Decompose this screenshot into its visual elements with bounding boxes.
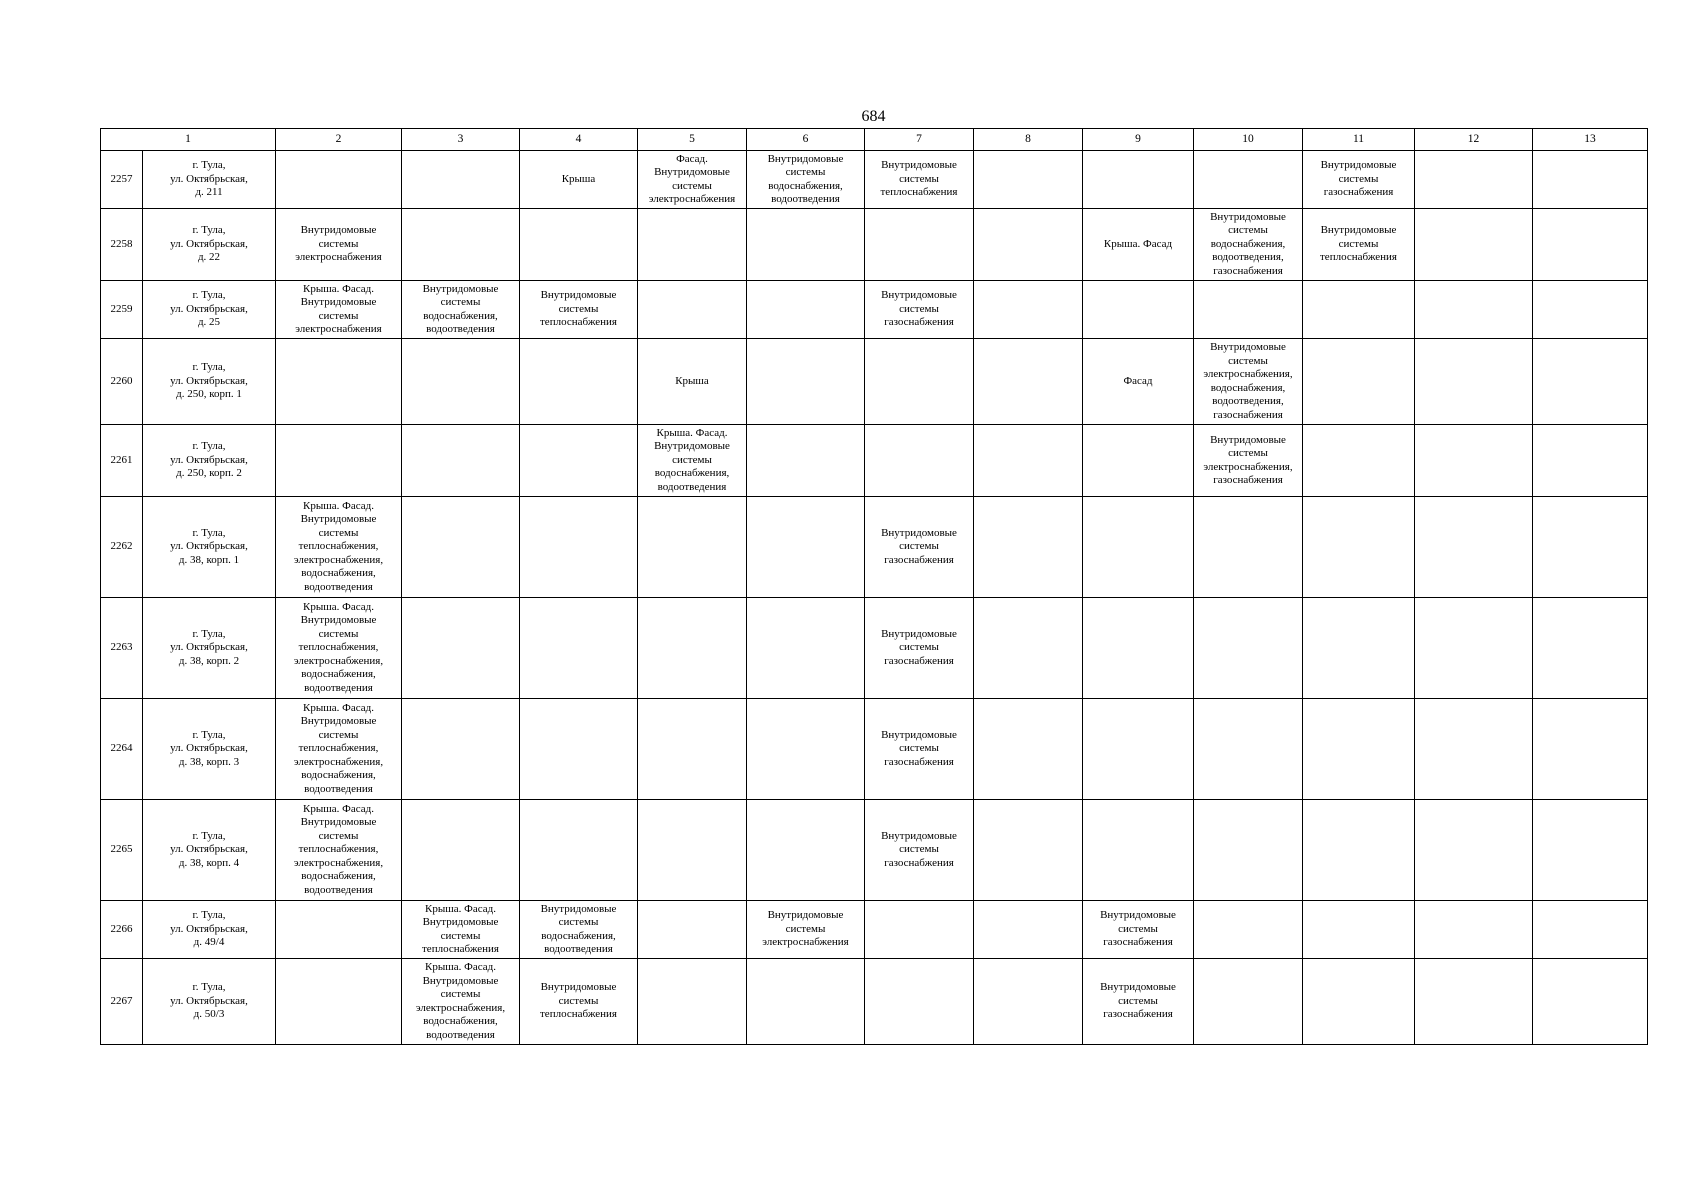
work-cell-col-12: [1415, 281, 1533, 339]
address-cell: г. Тула, ул. Октябрьская, д. 38, корп. 4: [143, 800, 276, 901]
work-cell-col-9: [1083, 699, 1194, 800]
address-cell: г. Тула, ул. Октябрьская, д. 50/3: [143, 959, 276, 1045]
work-cell-col-7: [865, 209, 974, 281]
work-cell-col-6: [747, 800, 865, 901]
row-number: 2264: [101, 699, 143, 800]
header-col-9: 9: [1083, 129, 1194, 151]
work-cell-col-8: [974, 959, 1083, 1045]
work-cell-col-12: [1415, 425, 1533, 497]
work-cell-col-5: Крыша: [638, 339, 747, 425]
work-cell-col-9: [1083, 800, 1194, 901]
work-cell-col-4: [520, 339, 638, 425]
work-cell-col-7: Внутридомовые системы газоснабжения: [865, 699, 974, 800]
row-number: 2259: [101, 281, 143, 339]
work-cell-col-11: Внутридомовые системы теплоснабжения: [1303, 209, 1415, 281]
work-cell-col-8: [974, 281, 1083, 339]
work-cell-col-10: [1194, 497, 1303, 598]
work-cell-col-8: [974, 699, 1083, 800]
work-cell-col-9: [1083, 281, 1194, 339]
work-cell-col-5: Крыша. Фасад. Внутридомовые системы водоснабжения, водоотведения: [638, 425, 747, 497]
work-cell-col-9: Крыша. Фасад: [1083, 209, 1194, 281]
work-cell-col-5: [638, 209, 747, 281]
work-cell-col-3: [402, 800, 520, 901]
work-cell-col-7: [865, 901, 974, 959]
row-number: 2265: [101, 800, 143, 901]
work-cell-col-7: [865, 339, 974, 425]
work-cell-col-10: [1194, 901, 1303, 959]
work-cell-col-12: [1415, 598, 1533, 699]
work-cell-col-5: [638, 497, 747, 598]
work-cell-col-5: [638, 959, 747, 1045]
work-cell-col-3: [402, 497, 520, 598]
header-col-10: 10: [1194, 129, 1303, 151]
work-cell-col-2: [276, 339, 402, 425]
table-row: [101, 901, 1648, 959]
header-col-13: 13: [1533, 129, 1648, 151]
work-cell-col-10: Внутридомовые системы электроснабжения, водоснабжения, водоотведения, газоснабжения: [1194, 339, 1303, 425]
work-cell-col-3: [402, 699, 520, 800]
work-cell-col-10: Внутридомовые системы водоснабжения, водоотведения, газоснабжения: [1194, 209, 1303, 281]
header-col-12: 12: [1415, 129, 1533, 151]
work-cell-col-8: [974, 497, 1083, 598]
work-cell-col-3: [402, 425, 520, 497]
work-cell-col-2: Крыша. Фасад. Внутридомовые системы теплоснабжения, электроснабжения, водоснабжения, водоотведения: [276, 800, 402, 901]
work-cell-col-6: [747, 699, 865, 800]
work-cell-col-11: [1303, 699, 1415, 800]
work-cell-col-5: [638, 281, 747, 339]
work-cell-col-12: [1415, 959, 1533, 1045]
work-cell-col-2: Крыша. Фасад. Внутридомовые системы теплоснабжения, электроснабжения, водоснабжения, водоотведения: [276, 598, 402, 699]
work-cell-col-12: [1415, 699, 1533, 800]
work-cell-col-6: Внутридомовые системы водоснабжения, водоотведения: [747, 151, 865, 209]
row-number: 2257: [101, 151, 143, 209]
work-cell-col-13: [1533, 901, 1648, 959]
work-cell-col-10: [1194, 959, 1303, 1045]
row-number: 2262: [101, 497, 143, 598]
work-cell-col-2: Крыша. Фасад. Внутридомовые системы теплоснабжения, электроснабжения, водоснабжения, водоотведения: [276, 699, 402, 800]
work-cell-col-6: [747, 497, 865, 598]
work-cell-col-2: [276, 901, 402, 959]
work-cell-col-3: [402, 151, 520, 209]
work-cell-col-4: [520, 497, 638, 598]
work-cell-col-11: [1303, 959, 1415, 1045]
work-cell-col-13: [1533, 339, 1648, 425]
work-cell-col-9: [1083, 151, 1194, 209]
row-number: 2263: [101, 598, 143, 699]
work-cell-col-2: Крыша. Фасад. Внутридомовые системы теплоснабжения, электроснабжения, водоснабжения, водоотведения: [276, 497, 402, 598]
work-cell-col-12: [1415, 901, 1533, 959]
work-cell-col-5: [638, 800, 747, 901]
work-cell-col-9: [1083, 425, 1194, 497]
work-cell-col-10: Внутридомовые системы электроснабжения, газоснабжения: [1194, 425, 1303, 497]
table-row: [101, 959, 1648, 1045]
work-cell-col-2: Внутридомовые системы электроснабжения: [276, 209, 402, 281]
address-cell: г. Тула, ул. Октябрьская, д. 22: [143, 209, 276, 281]
table-row: [101, 151, 1648, 209]
work-cell-col-12: [1415, 800, 1533, 901]
table-row: [101, 497, 1648, 598]
work-cell-col-6: [747, 209, 865, 281]
address-cell: г. Тула, ул. Октябрьская, д. 211: [143, 151, 276, 209]
work-cell-col-3: [402, 209, 520, 281]
work-cell-col-11: [1303, 425, 1415, 497]
work-cell-col-13: [1533, 209, 1648, 281]
work-cell-col-3: Внутридомовые системы водоснабжения, водоотведения: [402, 281, 520, 339]
row-number: 2258: [101, 209, 143, 281]
work-cell-col-13: [1533, 151, 1648, 209]
work-cell-col-4: Внутридомовые системы теплоснабжения: [520, 281, 638, 339]
table-row: [101, 281, 1648, 339]
work-cell-col-7: Внутридомовые системы газоснабжения: [865, 497, 974, 598]
work-cell-col-4: Крыша: [520, 151, 638, 209]
header-col-2: 2: [276, 129, 402, 151]
work-cell-col-5: Фасад. Внутридомовые системы электроснабжения: [638, 151, 747, 209]
work-cell-col-13: [1533, 959, 1648, 1045]
header-col-3: 3: [402, 129, 520, 151]
work-cell-col-11: [1303, 901, 1415, 959]
table-row: [101, 598, 1648, 699]
work-cell-col-9: Внутридомовые системы газоснабжения: [1083, 959, 1194, 1045]
work-cell-col-8: [974, 209, 1083, 281]
row-number: 2266: [101, 901, 143, 959]
work-cell-col-12: [1415, 497, 1533, 598]
work-cell-col-4: [520, 800, 638, 901]
work-cell-col-8: [974, 339, 1083, 425]
work-cell-col-6: [747, 959, 865, 1045]
work-cell-col-6: [747, 425, 865, 497]
column-number-header-row: [101, 129, 1648, 151]
header-col-8: 8: [974, 129, 1083, 151]
work-cell-col-10: [1194, 281, 1303, 339]
table-row: [101, 339, 1648, 425]
header-col-1: 1: [101, 129, 276, 151]
work-cell-col-10: [1194, 598, 1303, 699]
address-cell: г. Тула, ул. Октябрьская, д. 38, корп. 1: [143, 497, 276, 598]
repair-schedule-table: [100, 128, 1648, 1045]
work-cell-col-4: [520, 209, 638, 281]
work-cell-col-3: [402, 339, 520, 425]
work-cell-col-4: [520, 598, 638, 699]
header-col-4: 4: [520, 129, 638, 151]
header-col-5: 5: [638, 129, 747, 151]
row-number: 2261: [101, 425, 143, 497]
work-cell-col-11: Внутридомовые системы газоснабжения: [1303, 151, 1415, 209]
work-cell-col-4: Внутридомовые системы водоснабжения, водоотведения: [520, 901, 638, 959]
address-cell: г. Тула, ул. Октябрьская, д. 38, корп. 3: [143, 699, 276, 800]
work-cell-col-7: [865, 425, 974, 497]
work-cell-col-11: [1303, 339, 1415, 425]
work-cell-col-3: Крыша. Фасад. Внутридомовые системы электроснабжения, водоснабжения, водоотведения: [402, 959, 520, 1045]
work-cell-col-13: [1533, 425, 1648, 497]
work-cell-col-3: [402, 598, 520, 699]
work-cell-col-9: [1083, 598, 1194, 699]
work-cell-col-13: [1533, 800, 1648, 901]
table-row: [101, 425, 1648, 497]
header-col-11: 11: [1303, 129, 1415, 151]
work-cell-col-2: Крыша. Фасад. Внутридомовые системы электроснабжения: [276, 281, 402, 339]
work-cell-col-8: [974, 800, 1083, 901]
work-cell-col-10: [1194, 699, 1303, 800]
work-cell-col-7: Внутридомовые системы газоснабжения: [865, 800, 974, 901]
work-cell-col-5: [638, 598, 747, 699]
work-cell-col-12: [1415, 151, 1533, 209]
work-cell-col-9: Внутридомовые системы газоснабжения: [1083, 901, 1194, 959]
work-cell-col-6: Внутридомовые системы электроснабжения: [747, 901, 865, 959]
table-row: [101, 800, 1648, 901]
work-cell-col-10: [1194, 800, 1303, 901]
work-cell-col-4: Внутридомовые системы теплоснабжения: [520, 959, 638, 1045]
row-number: 2267: [101, 959, 143, 1045]
work-cell-col-9: Фасад: [1083, 339, 1194, 425]
page-number: 684: [861, 108, 886, 125]
address-cell: г. Тула, ул. Октябрьская, д. 25: [143, 281, 276, 339]
work-cell-col-7: Внутридомовые системы теплоснабжения: [865, 151, 974, 209]
work-cell-col-13: [1533, 497, 1648, 598]
address-cell: г. Тула, ул. Октябрьская, д. 38, корп. 2: [143, 598, 276, 699]
work-cell-col-12: [1415, 339, 1533, 425]
table-row: [101, 209, 1648, 281]
work-cell-col-6: [747, 339, 865, 425]
work-cell-col-13: [1533, 281, 1648, 339]
header-col-6: 6: [747, 129, 865, 151]
work-cell-col-8: [974, 901, 1083, 959]
work-cell-col-2: [276, 959, 402, 1045]
work-cell-col-11: [1303, 598, 1415, 699]
work-cell-col-11: [1303, 800, 1415, 901]
work-cell-col-5: [638, 901, 747, 959]
work-cell-col-7: Внутридомовые системы газоснабжения: [865, 281, 974, 339]
work-cell-col-7: [865, 959, 974, 1045]
row-number: 2260: [101, 339, 143, 425]
work-cell-col-12: [1415, 209, 1533, 281]
work-cell-col-13: [1533, 598, 1648, 699]
work-cell-col-4: [520, 699, 638, 800]
work-cell-col-11: [1303, 497, 1415, 598]
work-cell-col-2: [276, 151, 402, 209]
work-cell-col-4: [520, 425, 638, 497]
work-cell-col-6: [747, 598, 865, 699]
address-cell: г. Тула, ул. Октябрьская, д. 250, корп. 1: [143, 339, 276, 425]
work-cell-col-7: Внутридомовые системы газоснабжения: [865, 598, 974, 699]
work-cell-col-11: [1303, 281, 1415, 339]
work-cell-col-6: [747, 281, 865, 339]
header-col-7: 7: [865, 129, 974, 151]
work-cell-col-9: [1083, 497, 1194, 598]
work-cell-col-5: [638, 699, 747, 800]
work-cell-col-13: [1533, 699, 1648, 800]
work-cell-col-8: [974, 598, 1083, 699]
work-cell-col-2: [276, 425, 402, 497]
work-cell-col-10: [1194, 151, 1303, 209]
address-cell: г. Тула, ул. Октябрьская, д. 49/4: [143, 901, 276, 959]
address-cell: г. Тула, ул. Октябрьская, д. 250, корп. 2: [143, 425, 276, 497]
work-cell-col-8: [974, 151, 1083, 209]
work-cell-col-3: Крыша. Фасад. Внутридомовые системы теплоснабжения: [402, 901, 520, 959]
table-row: [101, 699, 1648, 800]
work-cell-col-8: [974, 425, 1083, 497]
